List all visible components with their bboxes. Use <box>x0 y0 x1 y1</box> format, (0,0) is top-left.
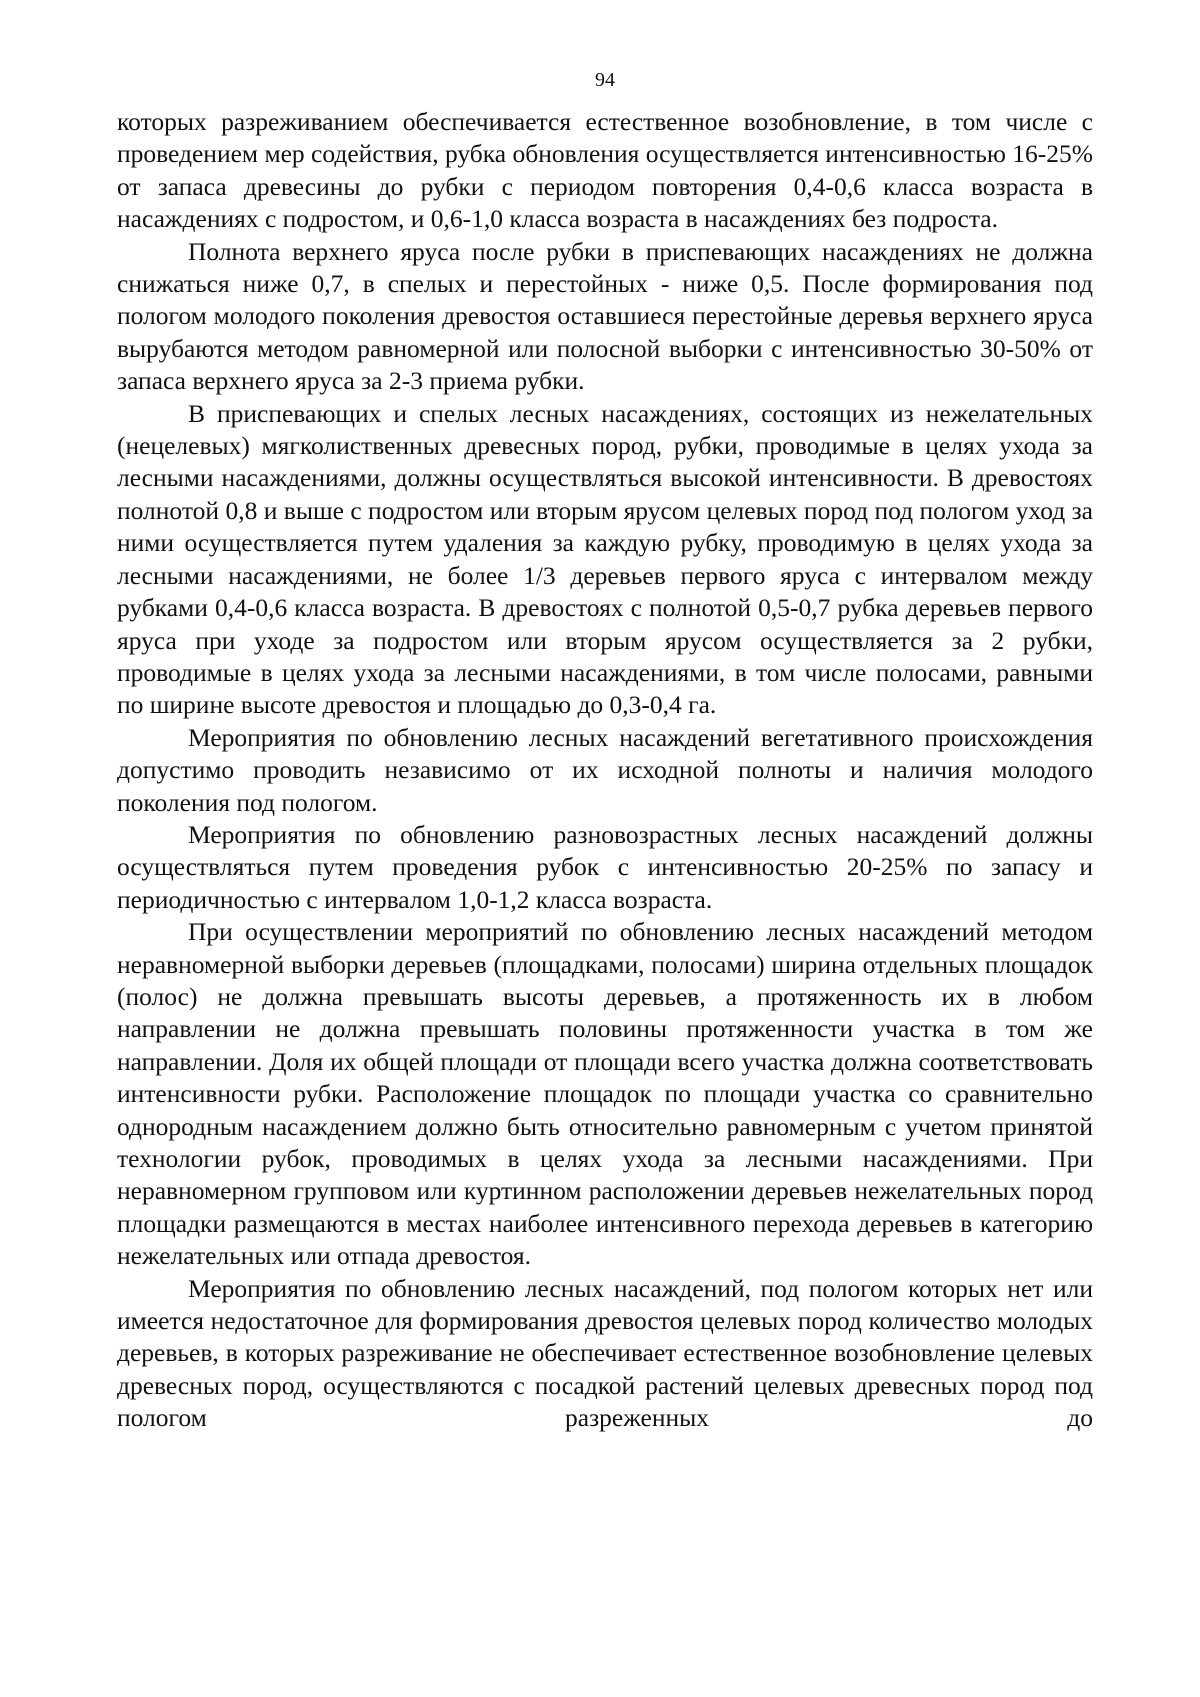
paragraph-vegetative-origin: Мероприятия по обновлению лесных насаждений вегетативного происхождения допустимо проводить независимо от их исходной полноты и наличия молодого поколения под пологом. <box>117 722 1093 817</box>
paragraph-uneven-selection: При осуществлении мероприятий по обновлению лесных насаждений методом неравномерной выборки деревьев (площадками, полосами) ширина отдельных площадок (полос) не должна превышать высоты деревьев, а протяженность их в любом направлении не должна превышать половины протяженности участка в том же направлении. Доля их общей площади от площади всего участка должна соответствовать интенсивности рубки. Расположение площадок по площади участка со сравнительно однородным насаждением должно быть относительно равномерным с учетом принятой технологии рубок, проводимых в целях ухода за лесными насаждениями. При неравномерном групповом или куртинном расположении деревьев нежелательных пород площадки размещаются в местах наиболее интенсивного перехода деревьев в категорию нежелательных или отпада древостоя. <box>117 917 1093 1271</box>
page-number: 94 <box>595 69 615 91</box>
paragraph-softwood-stands: В приспевающих и спелых лесных насаждениях, состоящих из нежелательных (нецелевых) мягколиственных древесных пород, рубки, проводимые в целях ухода за лесными насаждениями, должны осуществляться высокой интенсивности. В древостоях полнотой 0,8 и выше с подростом или вторым ярусом целевых пород под пологом уход за ними осуществляется путем удаления за каждую рубку, проводимую в целях ухода за лесными насаждениями, не более 1/3 деревьев первого яруса с интервалом между рубками 0,4-0,6 класса возраста. В древостоях с полнотой 0,5-0,7 рубка деревьев первого яруса при уходе за подростом или вторым ярусом осуществляется за 2 рубки, проводимые в целях ухода за лесными насаждениями, в том числе полосами, равными по ширине высоте древостоя и площадью до 0,3-0,4 га. <box>117 398 1093 720</box>
paragraph-continuation: которых разреживанием обеспечивается естественное возобновление, в том числе с проведением мер содействия, рубка обновления осуществляется интенсивностью 16-25% от запаса древесины до рубки с периодом повторения 0,4-0,6 класса возраста в насаждениях с подростом, и 0,6-1,0 класса возраста в насаждениях без подроста. <box>117 107 1093 234</box>
paragraph-underplanting: Мероприятия по обновлению лесных насаждений, под пологом которых нет или имеется недостаточное для формирования древостоя целевых пород количество молодых деревьев, в которых разреживание не обеспечивает естественное возобновление целевых древесных пород, осуществляются с посадкой растений целевых древесных пород под пологом разреженных до <box>117 1273 1093 1433</box>
paragraph-upper-tier-density: Полнота верхнего яруса после рубки в приспевающих насаждениях не должна снижаться ниже 0,7, в спелых и перестойных - ниже 0,5. После формирования под пологом молодого поколения древостоя оставшиеся перестойные деревья верхнего яруса вырубаются методом равномерной или полосной выборки с интенсивностью 30-50% от запаса верхнего яруса за 2-3 приема рубки. <box>117 236 1093 396</box>
paragraph-uneven-aged: Мероприятия по обновлению разновозрастных лесных насаждений должны осуществляться путем проведения рубок с интенсивностью 20-25% по запасу и периодичностью с интервалом 1,0-1,2 класса возраста. <box>117 819 1093 914</box>
document-page <box>117 68 1093 1435</box>
